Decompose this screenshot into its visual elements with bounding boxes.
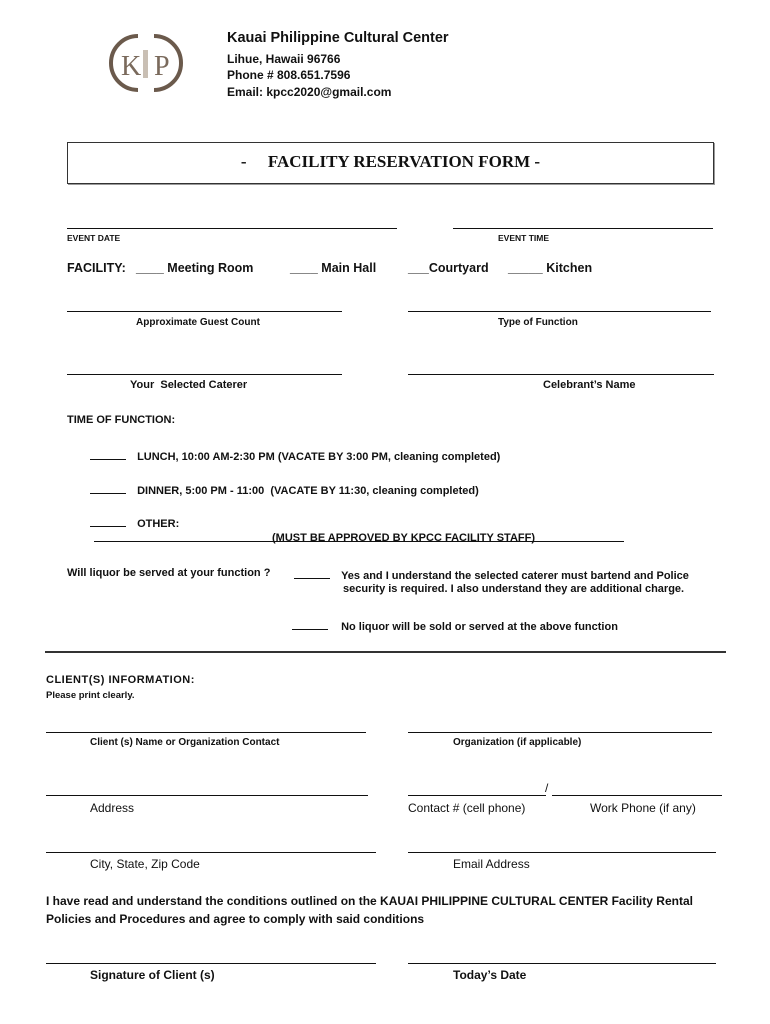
contact-label: Contact # (cell phone) [408,801,526,815]
org-email: Email: kpcc2020@gmail.com [227,85,392,99]
time-of-function-heading: TIME OF FUNCTION: [67,414,176,426]
facility-option-meeting-room[interactable] [136,261,253,275]
logo-mark-icon [108,32,184,94]
lunch-option[interactable] [90,448,500,463]
client-name-line[interactable] [46,732,366,733]
city-state-zip-line[interactable] [46,852,376,853]
client-name-label: Client (s) Name or Organization Contact [90,737,280,748]
phone-separator: / [545,781,549,795]
event-date-line[interactable] [67,228,397,229]
liquor-yes-option[interactable] [294,567,689,582]
liquor-yes-line1: Yes and I understand the selected caterer must bartend and Police [341,570,689,582]
facility-option-label: Kitchen [546,261,593,275]
facility-option-blank: ___ [408,261,429,275]
liquor-yes-blank[interactable] [294,567,330,579]
org-address: Lihue, Hawaii 96766 [227,52,341,66]
liquor-no-blank[interactable] [292,618,328,630]
guest-count-line[interactable] [67,311,342,312]
liquor-question: Will liquor be served at your function ? [67,567,271,579]
facility-option-main-hall[interactable] [290,261,376,275]
lunch-checkbox-blank[interactable] [90,448,126,460]
agreement-line1: I have read and understand the conditions outlined on the KAUAI PHILIPPINE CULTURAL CENTER Facility Rental [46,894,693,908]
function-type-label: Type of Function [498,317,578,328]
facility-option-label: Meeting Room [167,261,254,275]
work-phone-label: Work Phone (if any) [590,801,696,815]
other-option-label: OTHER: [137,518,180,530]
client-info-subheading: Please print clearly. [46,690,135,701]
lunch-option-label: LUNCH, 10:00 AM-2:30 PM (VACATE BY 3:00 PM, cleaning completed) [137,451,501,463]
svg-text:P: P [154,51,170,82]
facility-option-label: Courtyard [428,261,489,275]
cell-phone-line[interactable] [408,795,546,796]
org-name: Kauai Philippine Cultural Center [227,30,449,46]
agreement-line2: Policies and Procedures and agree to comply with said conditions [46,912,425,926]
facility-label: FACILITY: [67,261,126,275]
event-time-label: EVENT TIME [498,233,550,243]
signature-line[interactable] [46,963,376,964]
other-checkbox-blank[interactable] [90,515,126,527]
work-phone-line[interactable] [552,795,722,796]
dinner-option-label: DINNER, 5:00 PM - 11:00 (VACATE BY 11:30, cleaning completed) [137,485,479,497]
liquor-no-option[interactable] [292,618,618,633]
dinner-option[interactable] [90,482,479,497]
todays-date-line[interactable] [408,963,716,964]
todays-date-label: Today’s Date [453,968,527,982]
organization-line[interactable] [408,732,712,733]
approval-note: (MUST BE APPROVED BY KPCC FACILITY STAFF) [272,532,535,544]
city-state-zip-label: City, State, Zip Code [90,857,200,871]
form-title-box [67,142,714,184]
kpcc-logo [108,32,184,94]
organization-label: Organization (if applicable) [453,737,582,748]
form-title: - FACILITY RESERVATION FORM - [240,152,541,171]
caterer-label: Your Selected Caterer [130,379,248,391]
celebrant-label: Celebrant’s Name [543,379,636,391]
address-label: Address [90,801,135,815]
guest-count-label: Approximate Guest Count [136,317,260,328]
facility-option-blank: ____ [290,261,318,275]
address-line[interactable] [46,795,368,796]
caterer-line[interactable] [67,374,342,375]
event-date-label: EVENT DATE [67,233,121,243]
liquor-no-label: No liquor will be sold or served at the above function [341,621,618,633]
function-type-line[interactable] [408,311,711,312]
liquor-yes-line2: security is required. I also understand they are additional charge. [343,583,685,595]
svg-text:K: K [121,51,142,82]
org-phone: Phone # 808.651.7596 [227,68,351,82]
email-label: Email Address [453,857,530,871]
facility-option-label: Main Hall [321,261,377,275]
email-line[interactable] [408,852,716,853]
facility-option-blank: _____ [508,261,543,275]
dinner-checkbox-blank[interactable] [90,482,126,494]
section-divider [45,651,726,653]
client-info-heading: CLIENT(S) INFORMATION: [46,674,195,686]
facility-option-courtyard[interactable] [408,261,489,275]
signature-label: Signature of Client (s) [90,968,215,982]
facility-option-blank: ____ [136,261,164,275]
celebrant-line[interactable] [408,374,714,375]
event-time-line[interactable] [453,228,713,229]
facility-option-kitchen[interactable] [508,261,592,275]
